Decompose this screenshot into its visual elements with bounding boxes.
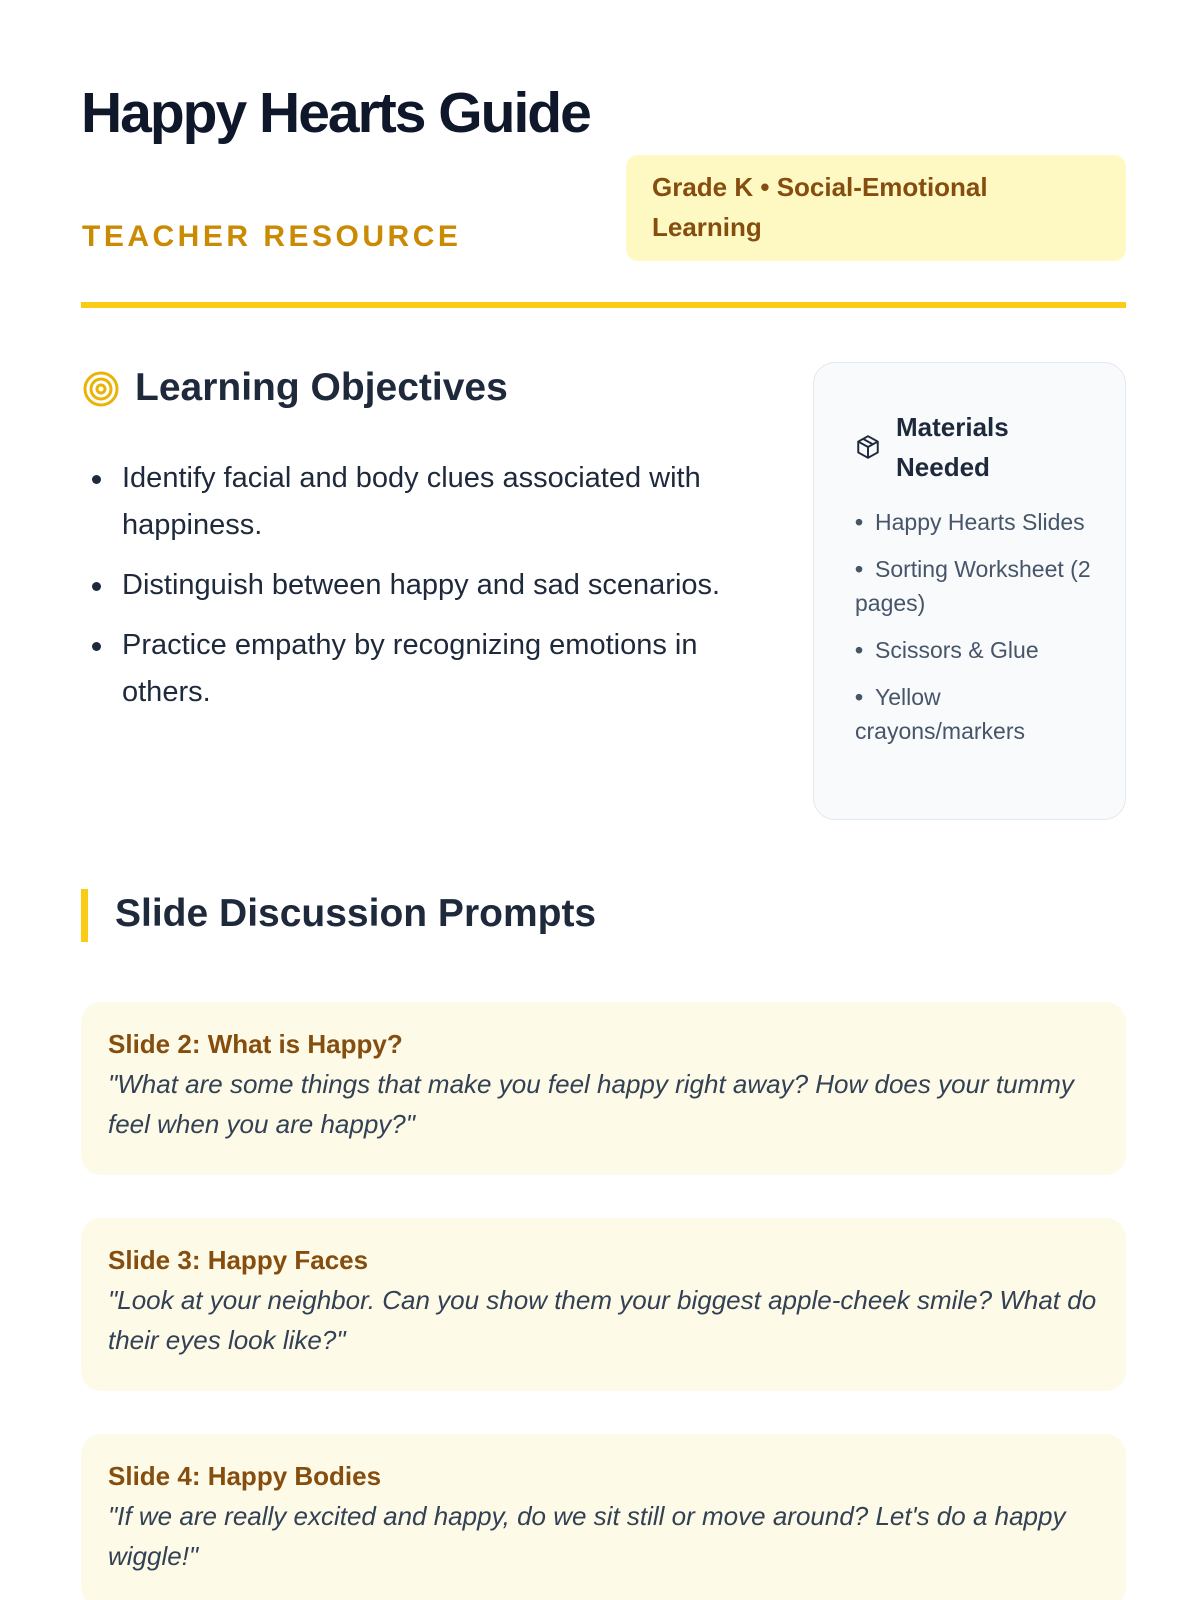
materials-card xyxy=(813,362,1126,820)
material-label: Scissors & Glue xyxy=(875,637,1039,663)
prompt-title: Slide 2: What is Happy? xyxy=(108,1029,403,1059)
objectives-list xyxy=(82,455,742,729)
box-icon xyxy=(855,434,881,460)
material-bullet: • xyxy=(855,556,864,582)
prompt-quote: "What are some things that make you feel happy right away? How does your tummy feel when you are happy?" xyxy=(108,1069,1074,1139)
objective-item: Identify facial and body clues associated with happiness. xyxy=(82,455,742,549)
material-label: Sorting Worksheet (2 pages) xyxy=(855,556,1091,616)
page-subtitle: TEACHER RESOURCE xyxy=(82,220,462,253)
material-label: Yellow crayons/markers xyxy=(855,684,1025,744)
section-accent-bar xyxy=(81,889,88,942)
material-item xyxy=(855,680,1097,748)
material-label: Happy Hearts Slides xyxy=(875,509,1085,535)
objective-item: Distinguish between happy and sad scenarios. xyxy=(82,562,742,609)
material-item xyxy=(855,505,1097,539)
prompt-card xyxy=(81,1434,1126,1600)
materials-header xyxy=(855,407,1097,487)
objective-item: Practice empathy by recognizing emotions in others. xyxy=(82,622,742,716)
material-bullet: • xyxy=(855,637,864,663)
page-title: Happy Hearts Guide xyxy=(81,81,590,145)
grade-badge: Grade K • Social-Emotional Learning xyxy=(626,155,1126,261)
header-divider xyxy=(81,302,1126,308)
material-bullet: • xyxy=(855,509,864,535)
prompt-quote: "If we are really excited and happy, do we sit still or move around? Let's do a happy wiggle!" xyxy=(108,1501,1066,1571)
prompt-title: Slide 3: Happy Faces xyxy=(108,1245,369,1275)
prompt-card xyxy=(81,1218,1126,1391)
material-bullet: • xyxy=(855,684,864,710)
objectives-heading: Learning Objectives xyxy=(135,366,508,409)
material-item xyxy=(855,633,1097,667)
prompt-quote: "Look at your neighbor. Can you show them your biggest apple-cheek smile? What do their eyes look like?" xyxy=(108,1285,1097,1355)
material-item xyxy=(855,552,1097,620)
materials-title: Materials Needed xyxy=(896,412,1009,482)
target-icon xyxy=(82,370,120,408)
materials-list xyxy=(855,505,1097,748)
prompts-heading: Slide Discussion Prompts xyxy=(115,892,597,935)
prompt-card xyxy=(81,1002,1126,1175)
prompt-title: Slide 4: Happy Bodies xyxy=(108,1461,382,1491)
